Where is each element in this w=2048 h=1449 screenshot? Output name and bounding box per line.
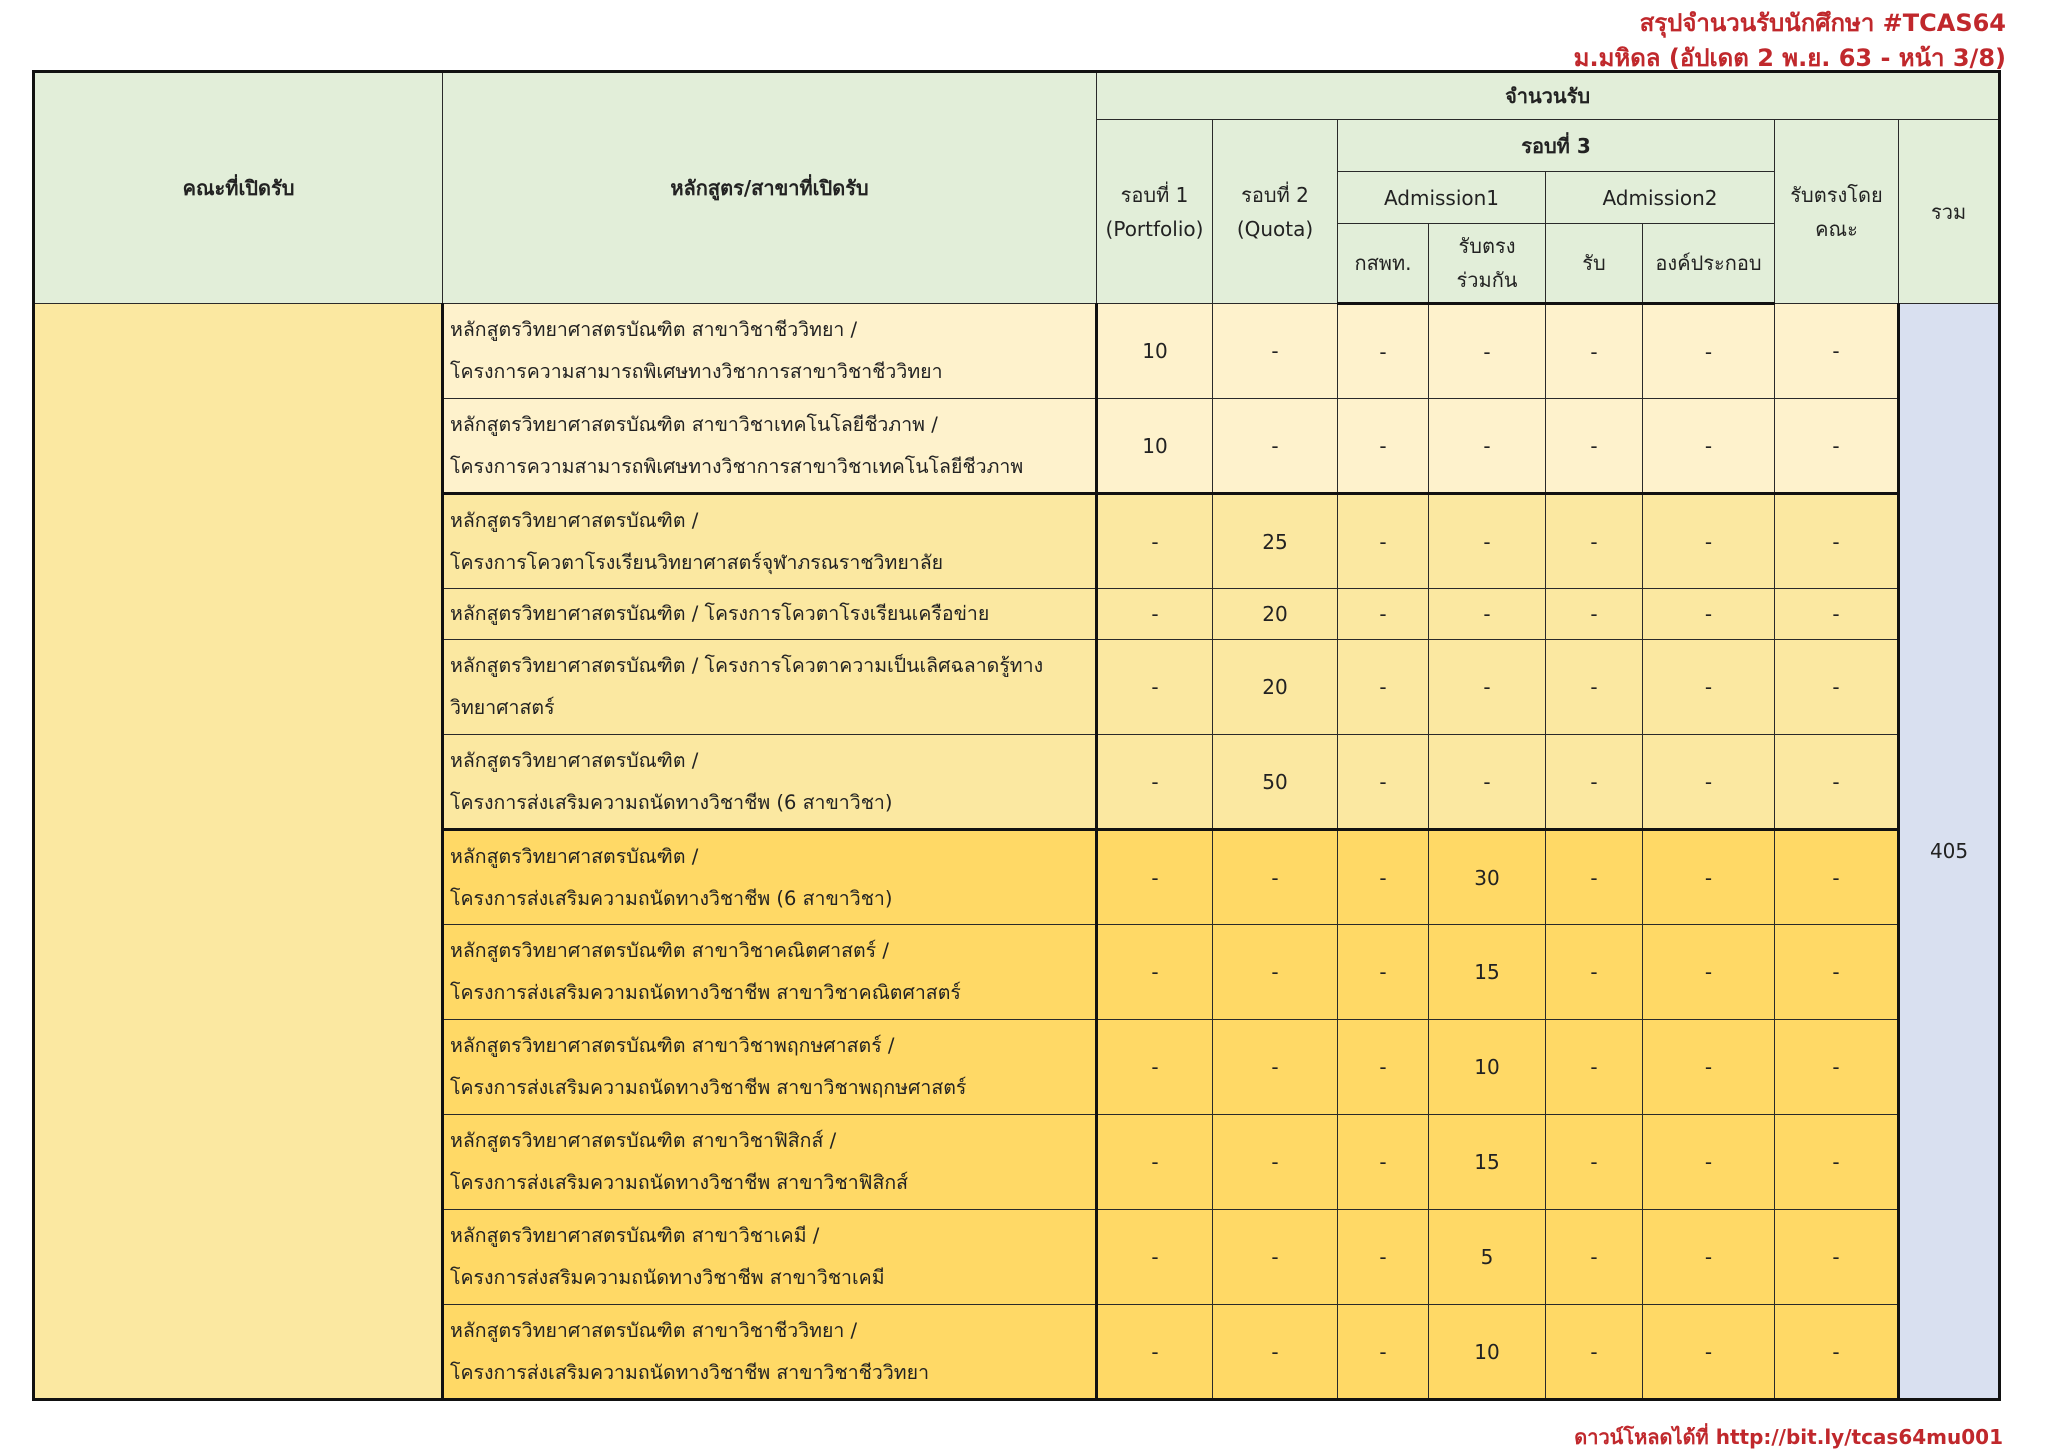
direct-cell: - — [1775, 399, 1899, 494]
total-cell: 405 — [1899, 304, 2000, 1400]
joint-cell: - — [1429, 589, 1546, 640]
header-direct — [1775, 120, 1899, 304]
direct-cell: - — [1775, 1020, 1899, 1115]
kspt-cell: - — [1338, 735, 1429, 830]
kspt-cell: - — [1338, 1115, 1429, 1210]
direct-cell: - — [1775, 830, 1899, 925]
components-cell: - — [1643, 640, 1775, 735]
header-round1-sub: (Portfolio) — [1105, 216, 1204, 241]
accept-cell: - — [1546, 1020, 1643, 1115]
components-cell: - — [1643, 830, 1775, 925]
joint-cell: 30 — [1429, 830, 1546, 925]
program-line: หลักสูตรวิทยาศาสตรบัณฑิต / — [450, 748, 699, 772]
round2-cell: 20 — [1213, 640, 1338, 735]
program-cell — [443, 925, 1097, 1020]
program-line: โครงการส่งเสริมความถนัดทางวิชาชีพ สาขาวิชาชีววิทยา — [450, 1360, 930, 1384]
accept-cell: - — [1546, 1115, 1643, 1210]
round2-cell: - — [1213, 830, 1338, 925]
direct-cell: - — [1775, 735, 1899, 830]
joint-cell: 5 — [1429, 1210, 1546, 1305]
accept-cell: - — [1546, 494, 1643, 589]
program-line: หลักสูตรวิทยาศาสตรบัณฑิต / — [450, 508, 699, 532]
direct-cell: - — [1775, 1305, 1899, 1400]
program-line: โครงการส่งสริมความถนัดทางวิชาชีพ สาขาวิชาเคมี — [450, 1266, 885, 1289]
program-cell — [443, 1020, 1097, 1115]
accept-cell: - — [1546, 830, 1643, 925]
round1-cell: - — [1097, 1210, 1213, 1305]
accept-cell: - — [1546, 1305, 1643, 1400]
round2-cell: 50 — [1213, 735, 1338, 830]
program-cell — [443, 830, 1097, 925]
round2-cell: - — [1213, 1020, 1338, 1115]
header-round1 — [1097, 120, 1213, 304]
accept-cell: - — [1546, 304, 1643, 399]
kspt-cell: - — [1338, 1020, 1429, 1115]
round1-cell: 10 — [1097, 304, 1213, 399]
header-admission1: Admission1 — [1338, 172, 1546, 224]
header-joint-label: รับตรง — [1458, 234, 1516, 258]
program-line: หลักสูตรวิทยาศาสตรบัณฑิต สาขาวิชาเคมี / — [450, 1224, 820, 1247]
header-title: สรุปจำนวนรับนักศึกษา #TCAS64 — [1639, 9, 2006, 37]
joint-cell: - — [1429, 735, 1546, 830]
header-accept: รับ — [1546, 224, 1643, 304]
round2-cell: 20 — [1213, 589, 1338, 640]
joint-cell: - — [1429, 494, 1546, 589]
round1-cell: - — [1097, 494, 1213, 589]
components-cell: - — [1643, 1210, 1775, 1305]
header-joint — [1429, 224, 1546, 304]
header-admission2: Admission2 — [1546, 172, 1775, 224]
round2-cell: - — [1213, 304, 1338, 399]
accept-cell: - — [1546, 589, 1643, 640]
direct-cell: - — [1775, 640, 1899, 735]
joint-cell: 10 — [1429, 1305, 1546, 1400]
round1-cell: 10 — [1097, 399, 1213, 494]
header-round1-label: รอบที่ 1 — [1120, 182, 1189, 207]
round2-cell: - — [1213, 1305, 1338, 1400]
kspt-cell: - — [1338, 925, 1429, 1020]
joint-cell: 15 — [1429, 1115, 1546, 1210]
program-line: หลักสูตรวิทยาศาสตรบัณฑิต / — [450, 844, 699, 868]
accept-cell: - — [1546, 735, 1643, 830]
program-cell — [443, 1305, 1097, 1400]
faculty-cell — [34, 304, 443, 1400]
program-line: โครงการส่งเสริมความถนัดทางวิชาชีพ (6 สาขาวิชา) — [450, 790, 893, 814]
program-cell — [443, 399, 1097, 494]
program-line: หลักสูตรวิทยาศาสตรบัณฑิต สาขาวิชาชีววิทยา / — [450, 318, 858, 341]
header-round2 — [1213, 120, 1338, 304]
direct-cell: - — [1775, 304, 1899, 399]
components-cell: - — [1643, 589, 1775, 640]
direct-cell: - — [1775, 1115, 1899, 1210]
direct-cell: - — [1775, 925, 1899, 1020]
round2-cell: - — [1213, 1115, 1338, 1210]
program-cell — [443, 1115, 1097, 1210]
header-joint-sub: ร่วมกัน — [1456, 268, 1518, 292]
round1-cell: - — [1097, 640, 1213, 735]
components-cell: - — [1643, 1115, 1775, 1210]
header-faculty: คณะที่เปิดรับ — [34, 72, 443, 304]
kspt-cell: - — [1338, 640, 1429, 735]
program-cell — [443, 735, 1097, 830]
header-subtitle: ม.มหิดล (อัปเดต 2 พ.ย. 63 - หน้า 3/8) — [1573, 44, 2006, 72]
kspt-cell: - — [1338, 304, 1429, 399]
program-cell — [443, 1210, 1097, 1305]
program-line: หลักสูตรวิทยาศาสตรบัณฑิต สาขาวิชาเทคโนโลยีชีวภาพ / — [450, 412, 938, 436]
program-cell — [443, 640, 1097, 735]
program-cell — [443, 304, 1097, 399]
header-round2-sub: (Quota) — [1236, 216, 1314, 241]
components-cell: - — [1643, 1020, 1775, 1115]
header-direct-label: รับตรงโดย — [1790, 182, 1883, 207]
joint-cell: - — [1429, 399, 1546, 494]
header-kspt: กสพท. — [1338, 224, 1429, 304]
program-line: วิทยาศาสตร์ — [450, 696, 555, 719]
program-line: หลักสูตรวิทยาศาสตรบัณฑิต สาขาวิชาคณิตศาสตร์ / — [450, 939, 889, 962]
components-cell: - — [1643, 1305, 1775, 1400]
program-line: โครงการส่งเสริมความถนัดทางวิชาชีพ สาขาวิชาคณิตศาสตร์ — [450, 981, 961, 1004]
header-round3: รอบที่ 3 — [1338, 120, 1775, 172]
program-line: โครงการความสามารถพิเศษทางวิชาการสาขาวิชาเทคโนโลยีชีวภาพ — [450, 454, 1024, 478]
components-cell: - — [1643, 735, 1775, 830]
header-sum: รวม — [1899, 120, 2000, 304]
program-line: หลักสูตรวิทยาศาสตรบัณฑิต / โครงการโควตาโรงเรียนเครือข่าย — [450, 602, 990, 625]
kspt-cell: - — [1338, 589, 1429, 640]
header-admission-count: จำนวนรับ — [1097, 72, 2000, 120]
page-header — [1574, 6, 2006, 76]
program-line: หลักสูตรวิทยาศาสตรบัณฑิต / โครงการโควตาความเป็นเลิศฉลาดรู้ทาง — [450, 654, 1044, 677]
round2-cell: - — [1213, 925, 1338, 1020]
kspt-cell: - — [1338, 494, 1429, 589]
header-components: องค์ประกอบ — [1643, 224, 1775, 304]
components-cell: - — [1643, 399, 1775, 494]
joint-cell: - — [1429, 304, 1546, 399]
accept-cell: - — [1546, 399, 1643, 494]
kspt-cell: - — [1338, 1210, 1429, 1305]
header-round2-label: รอบที่ 2 — [1241, 182, 1309, 207]
components-cell: - — [1643, 494, 1775, 589]
program-line: โครงการส่งเสริมความถนัดทางวิชาชีพ สาขาวิชาฟิสิกส์ — [450, 1171, 909, 1194]
direct-cell: - — [1775, 494, 1899, 589]
round1-cell: - — [1097, 925, 1213, 1020]
joint-cell: - — [1429, 640, 1546, 735]
program-line: หลักสูตรวิทยาศาสตรบัณฑิต สาขาวิชาฟิสิกส์ / — [450, 1129, 837, 1152]
kspt-cell: - — [1338, 1305, 1429, 1400]
program-line: โครงการส่งเสริมความถนัดทางวิชาชีพ (6 สาขาวิชา) — [450, 886, 893, 910]
kspt-cell: - — [1338, 399, 1429, 494]
round2-cell: 25 — [1213, 494, 1338, 589]
program-line: โครงการส่งเสริมความถนัดทางวิชาชีพ สาขาวิชาพฤกษศาสตร์ — [450, 1076, 967, 1099]
program-line: โครงการความสามารถพิเศษทางวิชาการสาขาวิชาชีววิทยา — [450, 360, 943, 383]
header-direct-sub: คณะ — [1815, 216, 1858, 241]
round1-cell: - — [1097, 830, 1213, 925]
table-row — [34, 304, 2000, 399]
round1-cell: - — [1097, 1020, 1213, 1115]
joint-cell: 10 — [1429, 1020, 1546, 1115]
direct-cell: - — [1775, 1210, 1899, 1305]
program-cell — [443, 589, 1097, 640]
round2-cell: - — [1213, 399, 1338, 494]
round2-cell: - — [1213, 1210, 1338, 1305]
program-cell — [443, 494, 1097, 589]
admission-table — [32, 70, 2001, 1401]
accept-cell: - — [1546, 640, 1643, 735]
components-cell: - — [1643, 304, 1775, 399]
accept-cell: - — [1546, 925, 1643, 1020]
components-cell: - — [1643, 925, 1775, 1020]
program-line: โครงการโควตาโรงเรียนวิทยาศาสตร์จุฬาภรณราชวิทยาลัย — [450, 550, 944, 574]
joint-cell: 15 — [1429, 925, 1546, 1020]
program-line: หลักสูตรวิทยาศาสตรบัณฑิต สาขาวิชาชีววิทยา / — [450, 1318, 858, 1342]
round1-cell: - — [1097, 1305, 1213, 1400]
round1-cell: - — [1097, 589, 1213, 640]
header-program: หลักสูตร/สาขาที่เปิดรับ — [443, 72, 1097, 304]
round1-cell: - — [1097, 1115, 1213, 1210]
direct-cell: - — [1775, 589, 1899, 640]
download-link[interactable]: ดาวน์โหลดได้ที่ http://bit.ly/tcas64mu001 — [1574, 1425, 2003, 1449]
round1-cell: - — [1097, 735, 1213, 830]
program-line: หลักสูตรวิทยาศาสตรบัณฑิต สาขาวิชาพฤกษศาสตร์ / — [450, 1034, 895, 1057]
accept-cell: - — [1546, 1210, 1643, 1305]
kspt-cell: - — [1338, 830, 1429, 925]
